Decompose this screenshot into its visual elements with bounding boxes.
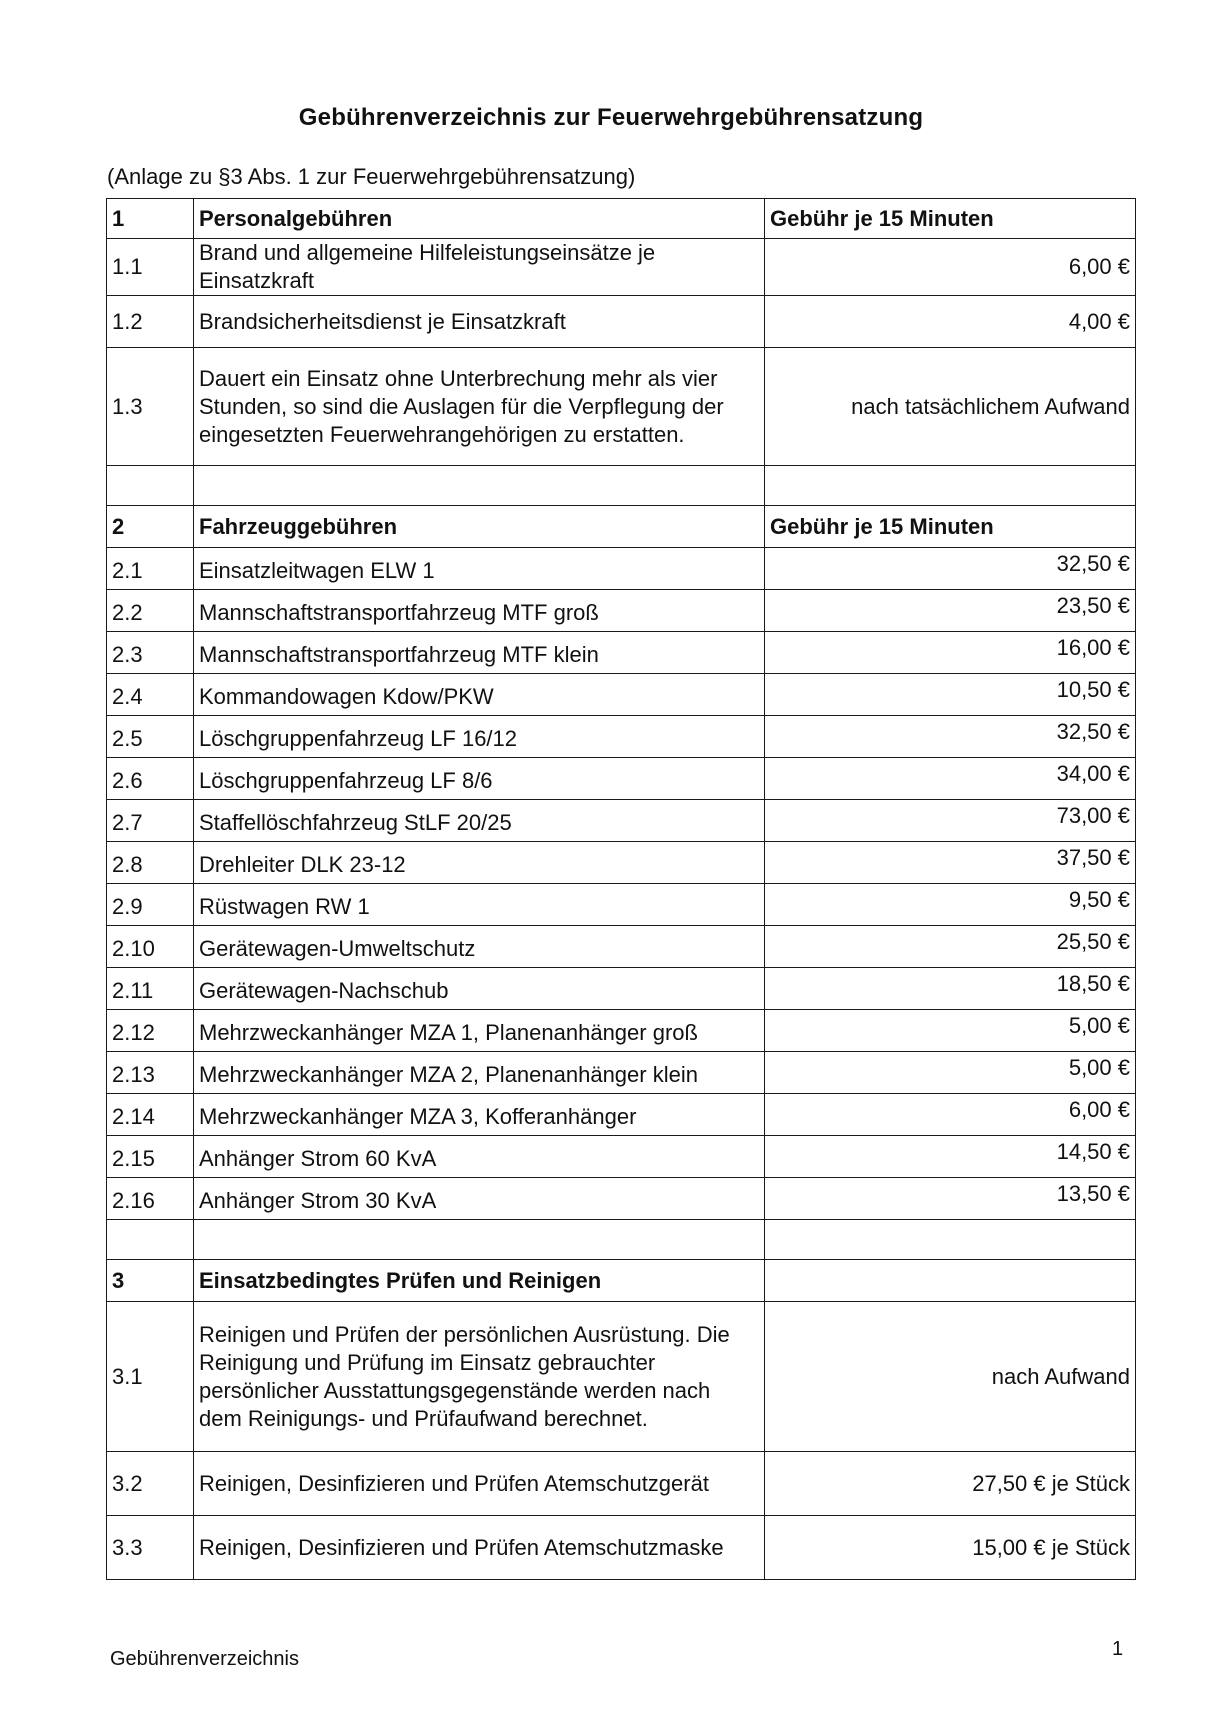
table-row [107,1010,1136,1052]
section-number: 1 [107,199,194,239]
item-fee: 16,00 € [765,632,1136,674]
item-number: 3.2 [107,1452,194,1516]
item-description: Gerätewagen-Nachschub [194,968,765,1010]
table-row [107,1452,1136,1516]
item-number: 2.10 [107,926,194,968]
item-number: 2.11 [107,968,194,1010]
item-description: Drehleiter DLK 23-12 [194,842,765,884]
item-fee: 5,00 € [765,1052,1136,1094]
item-number: 2.5 [107,716,194,758]
item-number: 2.12 [107,1010,194,1052]
table-row [107,239,1136,296]
item-description: Mannschaftstransportfahrzeug MTF groß [194,590,765,632]
item-fee: 5,00 € [765,1010,1136,1052]
table-row [107,800,1136,842]
table-row [107,1052,1136,1094]
item-fee: 32,50 € [765,716,1136,758]
table-row [107,296,1136,348]
section-header-row [107,1260,1136,1302]
item-number: 2.2 [107,590,194,632]
item-number: 2.4 [107,674,194,716]
section-title: Fahrzeuggebühren [194,506,765,548]
table-row [107,758,1136,800]
item-description: Staffellöschfahrzeug StLF 20/25 [194,800,765,842]
item-description: Kommandowagen Kdow/PKW [194,674,765,716]
table-row [107,716,1136,758]
footer-label: Gebührenverzeichnis [110,1648,299,1670]
item-number: 2.14 [107,1094,194,1136]
item-fee: 25,50 € [765,926,1136,968]
item-number: 2.16 [107,1178,194,1220]
section-title: Personalgebühren [194,199,765,239]
item-fee: 32,50 € [765,548,1136,590]
item-number: 3.1 [107,1302,194,1452]
item-number: 2.3 [107,632,194,674]
item-number: 2.13 [107,1052,194,1094]
item-number: 2.7 [107,800,194,842]
spacer-row [107,466,1136,506]
item-number: 1.2 [107,296,194,348]
item-description: Reinigen, Desinfizieren und Prüfen Atemschutzgerät [194,1452,765,1516]
table-row [107,632,1136,674]
document-subtitle: (Anlage zu §3 Abs. 1 zur Feuerwehrgebührensatzung) [107,164,636,189]
item-description: Mehrzweckanhänger MZA 3, Kofferanhänger [194,1094,765,1136]
section-number: 2 [107,506,194,548]
item-description: Gerätewagen-Umweltschutz [194,926,765,968]
section-title: Einsatzbedingtes Prüfen und Reinigen [194,1260,765,1302]
item-description: Mannschaftstransportfahrzeug MTF klein [194,632,765,674]
table-row [107,348,1136,466]
item-fee: 10,50 € [765,674,1136,716]
item-description: Einsatzleitwagen ELW 1 [194,548,765,590]
item-description: Dauert ein Einsatz ohne Unterbrechung mehr als vier Stunden, so sind die Auslagen für die Verpflegung der eingesetzten Feuerwehrangehörigen zu erstatten. [194,348,765,466]
item-number: 3.3 [107,1516,194,1580]
page-number: 1 [1112,1638,1124,1660]
table-row [107,1136,1136,1178]
item-fee: nach Aufwand [765,1302,1136,1452]
item-fee: 37,50 € [765,842,1136,884]
item-description: Reinigen und Prüfen der persönlichen Ausrüstung. Die Reinigung und Prüfung im Einsatz gebrauchter persönlicher Ausstattungsgegenstände werden nach dem Reinigungs- und Prüfaufwand berechnet. [194,1302,765,1452]
fee-column-header: Gebühr je 15 Minuten [765,199,1136,239]
table-row [107,548,1136,590]
section-header-row [107,506,1136,548]
document-title: Gebührenverzeichnis zur Feuerwehrgebührensatzung [298,104,924,131]
table-row [107,968,1136,1010]
item-description: Mehrzweckanhänger MZA 2, Planenanhänger klein [194,1052,765,1094]
table-row [107,674,1136,716]
item-number: 1.3 [107,348,194,466]
section-number: 3 [107,1260,194,1302]
fee-table [106,198,1136,1580]
item-fee: 4,00 € [765,296,1136,348]
table-row [107,1302,1136,1452]
item-number: 2.1 [107,548,194,590]
table-row [107,884,1136,926]
item-fee: 34,00 € [765,758,1136,800]
table-row [107,842,1136,884]
item-fee: 6,00 € [765,239,1136,296]
item-description: Anhänger Strom 60 KvA [194,1136,765,1178]
item-fee: 14,50 € [765,1136,1136,1178]
item-fee: 23,50 € [765,590,1136,632]
item-fee: 6,00 € [765,1094,1136,1136]
item-description: Mehrzweckanhänger MZA 1, Planenanhänger groß [194,1010,765,1052]
table-row [107,1516,1136,1580]
fee-column-header [765,1260,1136,1302]
item-description: Brandsicherheitsdienst je Einsatzkraft [194,296,765,348]
item-number: 2.8 [107,842,194,884]
section-header-row [107,199,1136,239]
item-description: Löschgruppenfahrzeug LF 8/6 [194,758,765,800]
item-number: 2.15 [107,1136,194,1178]
item-description: Löschgruppenfahrzeug LF 16/12 [194,716,765,758]
item-number: 1.1 [107,239,194,296]
item-fee: 27,50 € je Stück [765,1452,1136,1516]
item-number: 2.6 [107,758,194,800]
item-description: Brand und allgemeine Hilfeleistungseinsätze je Einsatzkraft [194,239,765,296]
item-fee: nach tatsächlichem Aufwand [765,348,1136,466]
item-fee: 18,50 € [765,968,1136,1010]
table-row [107,590,1136,632]
table-row [107,926,1136,968]
item-description: Anhänger Strom 30 KvA [194,1178,765,1220]
item-number: 2.9 [107,884,194,926]
item-description: Reinigen, Desinfizieren und Prüfen Atemschutzmaske [194,1516,765,1580]
item-fee: 15,00 € je Stück [765,1516,1136,1580]
item-fee: 13,50 € [765,1178,1136,1220]
table-row [107,1178,1136,1220]
spacer-row [107,1220,1136,1260]
table-row [107,1094,1136,1136]
item-description: Rüstwagen RW 1 [194,884,765,926]
fee-column-header: Gebühr je 15 Minuten [765,506,1136,548]
item-fee: 9,50 € [765,884,1136,926]
item-fee: 73,00 € [765,800,1136,842]
